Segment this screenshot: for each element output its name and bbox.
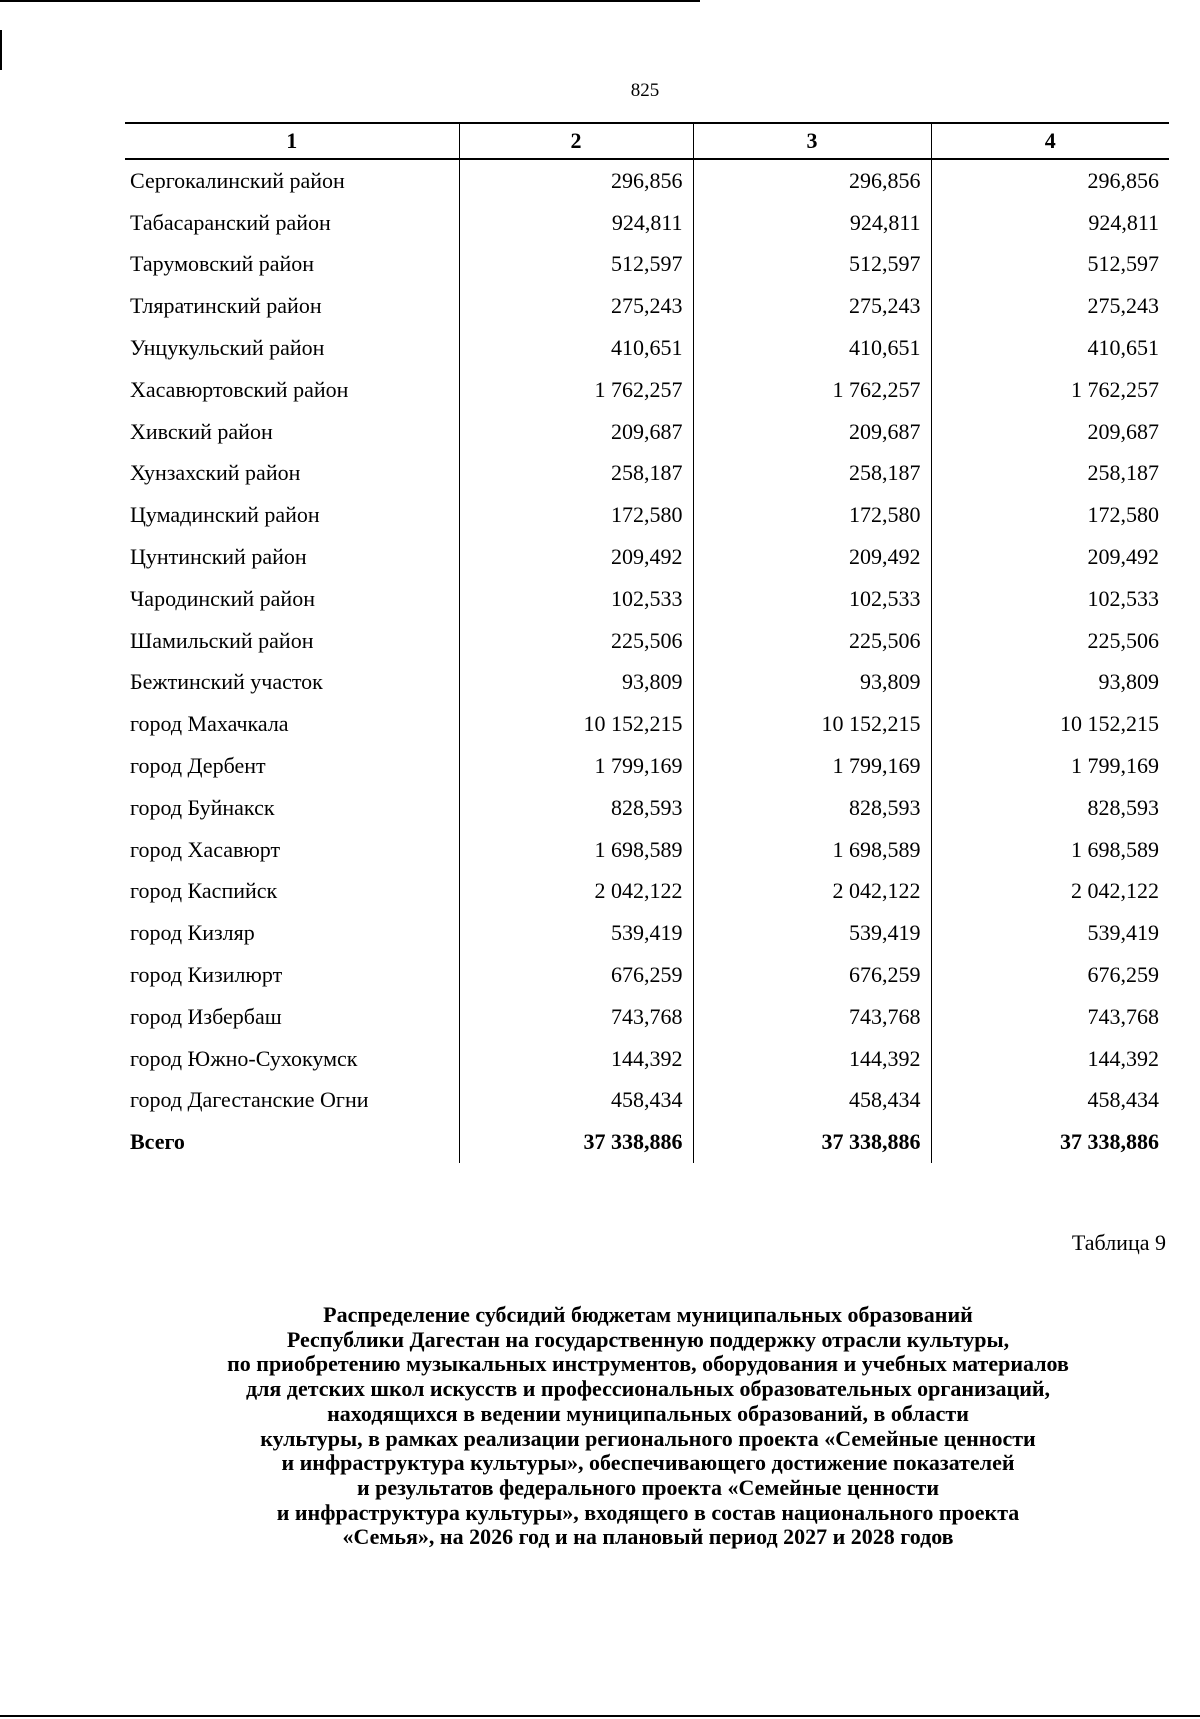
value-col-3: 225,506 bbox=[693, 620, 931, 662]
table-header-row bbox=[125, 123, 1169, 159]
value-col-2: 172,580 bbox=[459, 494, 693, 536]
row-name: Шамильский район bbox=[130, 627, 314, 653]
row-name: Сергокалинский район bbox=[130, 167, 345, 193]
title-line: Распределение субсидий бюджетам муниципальных образований bbox=[323, 1302, 973, 1327]
table-row bbox=[125, 369, 1169, 411]
table-row bbox=[125, 578, 1169, 620]
value-col-2: 458,434 bbox=[459, 1080, 693, 1122]
total-row bbox=[125, 1121, 1169, 1163]
title-line: и инфраструктура культуры», обеспечивающего достижение показателей bbox=[281, 1450, 1015, 1476]
total-col-3: 37 338,886 bbox=[693, 1121, 931, 1163]
value-col-2: 144,392 bbox=[459, 1038, 693, 1080]
row-name: Хивский район bbox=[130, 418, 273, 444]
table-row bbox=[125, 662, 1169, 704]
value-col-2: 1 762,257 bbox=[459, 369, 693, 411]
table-row bbox=[125, 829, 1169, 871]
value-col-3: 924,811 bbox=[693, 202, 931, 244]
value-col-3: 209,492 bbox=[693, 536, 931, 578]
value-col-4: 144,392 bbox=[931, 1038, 1169, 1080]
value-col-4: 10 152,215 bbox=[931, 703, 1169, 745]
table-row bbox=[125, 327, 1169, 369]
table-row bbox=[125, 912, 1169, 954]
row-name: Табасаранский район bbox=[130, 209, 331, 235]
value-col-3: 539,419 bbox=[693, 912, 931, 954]
value-col-4: 172,580 bbox=[931, 494, 1169, 536]
table-row bbox=[125, 787, 1169, 829]
row-name: Бежтинский участок bbox=[130, 669, 323, 695]
value-col-2: 10 152,215 bbox=[459, 703, 693, 745]
value-col-4: 275,243 bbox=[931, 285, 1169, 327]
value-col-3: 93,809 bbox=[693, 662, 931, 704]
value-col-2: 410,651 bbox=[459, 327, 693, 369]
table-row bbox=[125, 494, 1169, 536]
value-col-3: 458,434 bbox=[693, 1080, 931, 1122]
subsidy-table bbox=[125, 122, 1169, 1163]
value-col-2: 828,593 bbox=[459, 787, 693, 829]
value-col-2: 676,259 bbox=[459, 954, 693, 996]
title-line: находящихся в ведении муниципальных образований, в области bbox=[327, 1400, 969, 1426]
row-name: Чародинский район bbox=[130, 585, 315, 611]
table-row bbox=[125, 453, 1169, 495]
scan-border-left bbox=[0, 30, 2, 70]
table-row bbox=[125, 745, 1169, 787]
value-col-4: 512,597 bbox=[931, 244, 1169, 286]
row-name: город Каспийск bbox=[130, 878, 278, 904]
value-col-3: 296,856 bbox=[693, 159, 931, 202]
row-name: город Дербент bbox=[130, 753, 266, 779]
value-col-3: 102,533 bbox=[693, 578, 931, 620]
row-name: Унцукульский район bbox=[130, 335, 325, 361]
column-header-2: 2 bbox=[459, 123, 693, 159]
table-row bbox=[125, 536, 1169, 578]
value-col-2: 225,506 bbox=[459, 620, 693, 662]
value-col-2: 924,811 bbox=[459, 202, 693, 244]
row-name: город Кизилюрт bbox=[130, 962, 283, 988]
value-col-2: 296,856 bbox=[459, 159, 693, 202]
value-col-4: 1 799,169 bbox=[931, 745, 1169, 787]
value-col-4: 102,533 bbox=[931, 578, 1169, 620]
row-name: Хасавюртовский район bbox=[130, 376, 349, 402]
total-col-4: 37 338,886 bbox=[931, 1121, 1169, 1163]
value-col-3: 828,593 bbox=[693, 787, 931, 829]
value-col-3: 743,768 bbox=[693, 996, 931, 1038]
value-col-3: 676,259 bbox=[693, 954, 931, 996]
title-line: и инфраструктура культуры», входящего в состав национального проекта bbox=[276, 1499, 1020, 1525]
value-col-3: 1 762,257 bbox=[693, 369, 931, 411]
table-row bbox=[125, 996, 1169, 1038]
table-row bbox=[125, 159, 1169, 202]
scan-border-bottom bbox=[0, 1715, 1200, 1717]
value-col-2: 275,243 bbox=[459, 285, 693, 327]
total-label: Всего bbox=[130, 1129, 185, 1155]
value-col-4: 458,434 bbox=[931, 1080, 1169, 1122]
value-col-3: 512,597 bbox=[693, 244, 931, 286]
title-line: Республики Дагестан на государственную поддержку отрасли культуры, bbox=[286, 1326, 1010, 1352]
row-name: город Буйнакск bbox=[130, 794, 275, 820]
value-col-2: 209,687 bbox=[459, 411, 693, 453]
value-col-4: 209,687 bbox=[931, 411, 1169, 453]
value-col-4: 539,419 bbox=[931, 912, 1169, 954]
table-row bbox=[125, 1080, 1169, 1122]
row-name: Тляратинский район bbox=[130, 293, 322, 319]
value-col-4: 1 762,257 bbox=[931, 369, 1169, 411]
value-col-3: 1 698,589 bbox=[693, 829, 931, 871]
row-name: Цумадинский район bbox=[130, 502, 320, 528]
value-col-4: 296,856 bbox=[931, 159, 1169, 202]
value-col-3: 258,187 bbox=[693, 453, 931, 495]
scan-border-top bbox=[0, 0, 700, 2]
column-header-4: 4 bbox=[931, 123, 1169, 159]
row-name: город Избербаш bbox=[130, 1003, 282, 1029]
value-col-3: 144,392 bbox=[693, 1038, 931, 1080]
column-header-3: 3 bbox=[693, 123, 931, 159]
value-col-4: 924,811 bbox=[931, 202, 1169, 244]
value-col-2: 2 042,122 bbox=[459, 871, 693, 913]
value-col-4: 828,593 bbox=[931, 787, 1169, 829]
value-col-4: 225,506 bbox=[931, 620, 1169, 662]
value-col-4: 2 042,122 bbox=[931, 871, 1169, 913]
table-body bbox=[125, 159, 1169, 1163]
value-col-3: 172,580 bbox=[693, 494, 931, 536]
value-col-3: 1 799,169 bbox=[693, 745, 931, 787]
value-col-3: 10 152,215 bbox=[693, 703, 931, 745]
row-name: Хунзахский район bbox=[130, 460, 301, 486]
value-col-4: 258,187 bbox=[931, 453, 1169, 495]
value-col-3: 410,651 bbox=[693, 327, 931, 369]
table-label: Таблица 9 bbox=[1071, 1230, 1166, 1255]
title-line: «Семья», на 2026 год и на плановый период 2027 и 2028 годов bbox=[342, 1524, 954, 1550]
value-col-2: 1 799,169 bbox=[459, 745, 693, 787]
title-line: по приобретению музыкальных инструментов, оборудования и учебных материалов bbox=[227, 1351, 1069, 1377]
value-col-4: 676,259 bbox=[931, 954, 1169, 996]
table-row bbox=[125, 244, 1169, 286]
title-line: культуры, в рамках реализации регионального проекта «Семейные ценности bbox=[260, 1425, 1036, 1451]
table-row bbox=[125, 202, 1169, 244]
row-name: город Хасавюрт bbox=[130, 836, 281, 862]
row-name: Цунтинский район bbox=[130, 544, 307, 570]
value-col-2: 1 698,589 bbox=[459, 829, 693, 871]
value-col-2: 258,187 bbox=[459, 453, 693, 495]
column-header-1: 1 bbox=[125, 123, 459, 159]
value-col-4: 93,809 bbox=[931, 662, 1169, 704]
title-line: и результатов федерального проекта «Семейные ценности bbox=[356, 1474, 940, 1500]
value-col-4: 1 698,589 bbox=[931, 829, 1169, 871]
table-row bbox=[125, 411, 1169, 453]
value-col-4: 410,651 bbox=[931, 327, 1169, 369]
table-row bbox=[125, 954, 1169, 996]
table-row bbox=[125, 703, 1169, 745]
value-col-3: 275,243 bbox=[693, 285, 931, 327]
value-col-2: 512,597 bbox=[459, 244, 693, 286]
value-col-3: 2 042,122 bbox=[693, 871, 931, 913]
row-name: город Махачкала bbox=[130, 711, 289, 737]
table-title bbox=[0, 1303, 1200, 1550]
value-col-2: 209,492 bbox=[459, 536, 693, 578]
row-name: Тарумовский район bbox=[130, 251, 315, 277]
value-col-4: 743,768 bbox=[931, 996, 1169, 1038]
value-col-2: 93,809 bbox=[459, 662, 693, 704]
page-number: 825 bbox=[630, 80, 660, 101]
row-name: город Дагестанские Огни bbox=[130, 1087, 369, 1113]
value-col-2: 102,533 bbox=[459, 578, 693, 620]
table-row bbox=[125, 285, 1169, 327]
table-row bbox=[125, 871, 1169, 913]
title-line: для детских школ искусств и профессиональных образовательных организаций, bbox=[245, 1376, 1051, 1402]
value-col-4: 209,492 bbox=[931, 536, 1169, 578]
table-row bbox=[125, 1038, 1169, 1080]
value-col-2: 743,768 bbox=[459, 996, 693, 1038]
value-col-3: 209,687 bbox=[693, 411, 931, 453]
table-row bbox=[125, 620, 1169, 662]
value-col-2: 539,419 bbox=[459, 912, 693, 954]
row-name: город Южно-Сухокумск bbox=[130, 1045, 358, 1071]
total-col-2: 37 338,886 bbox=[459, 1121, 693, 1163]
row-name: город Кизляр bbox=[130, 920, 255, 946]
